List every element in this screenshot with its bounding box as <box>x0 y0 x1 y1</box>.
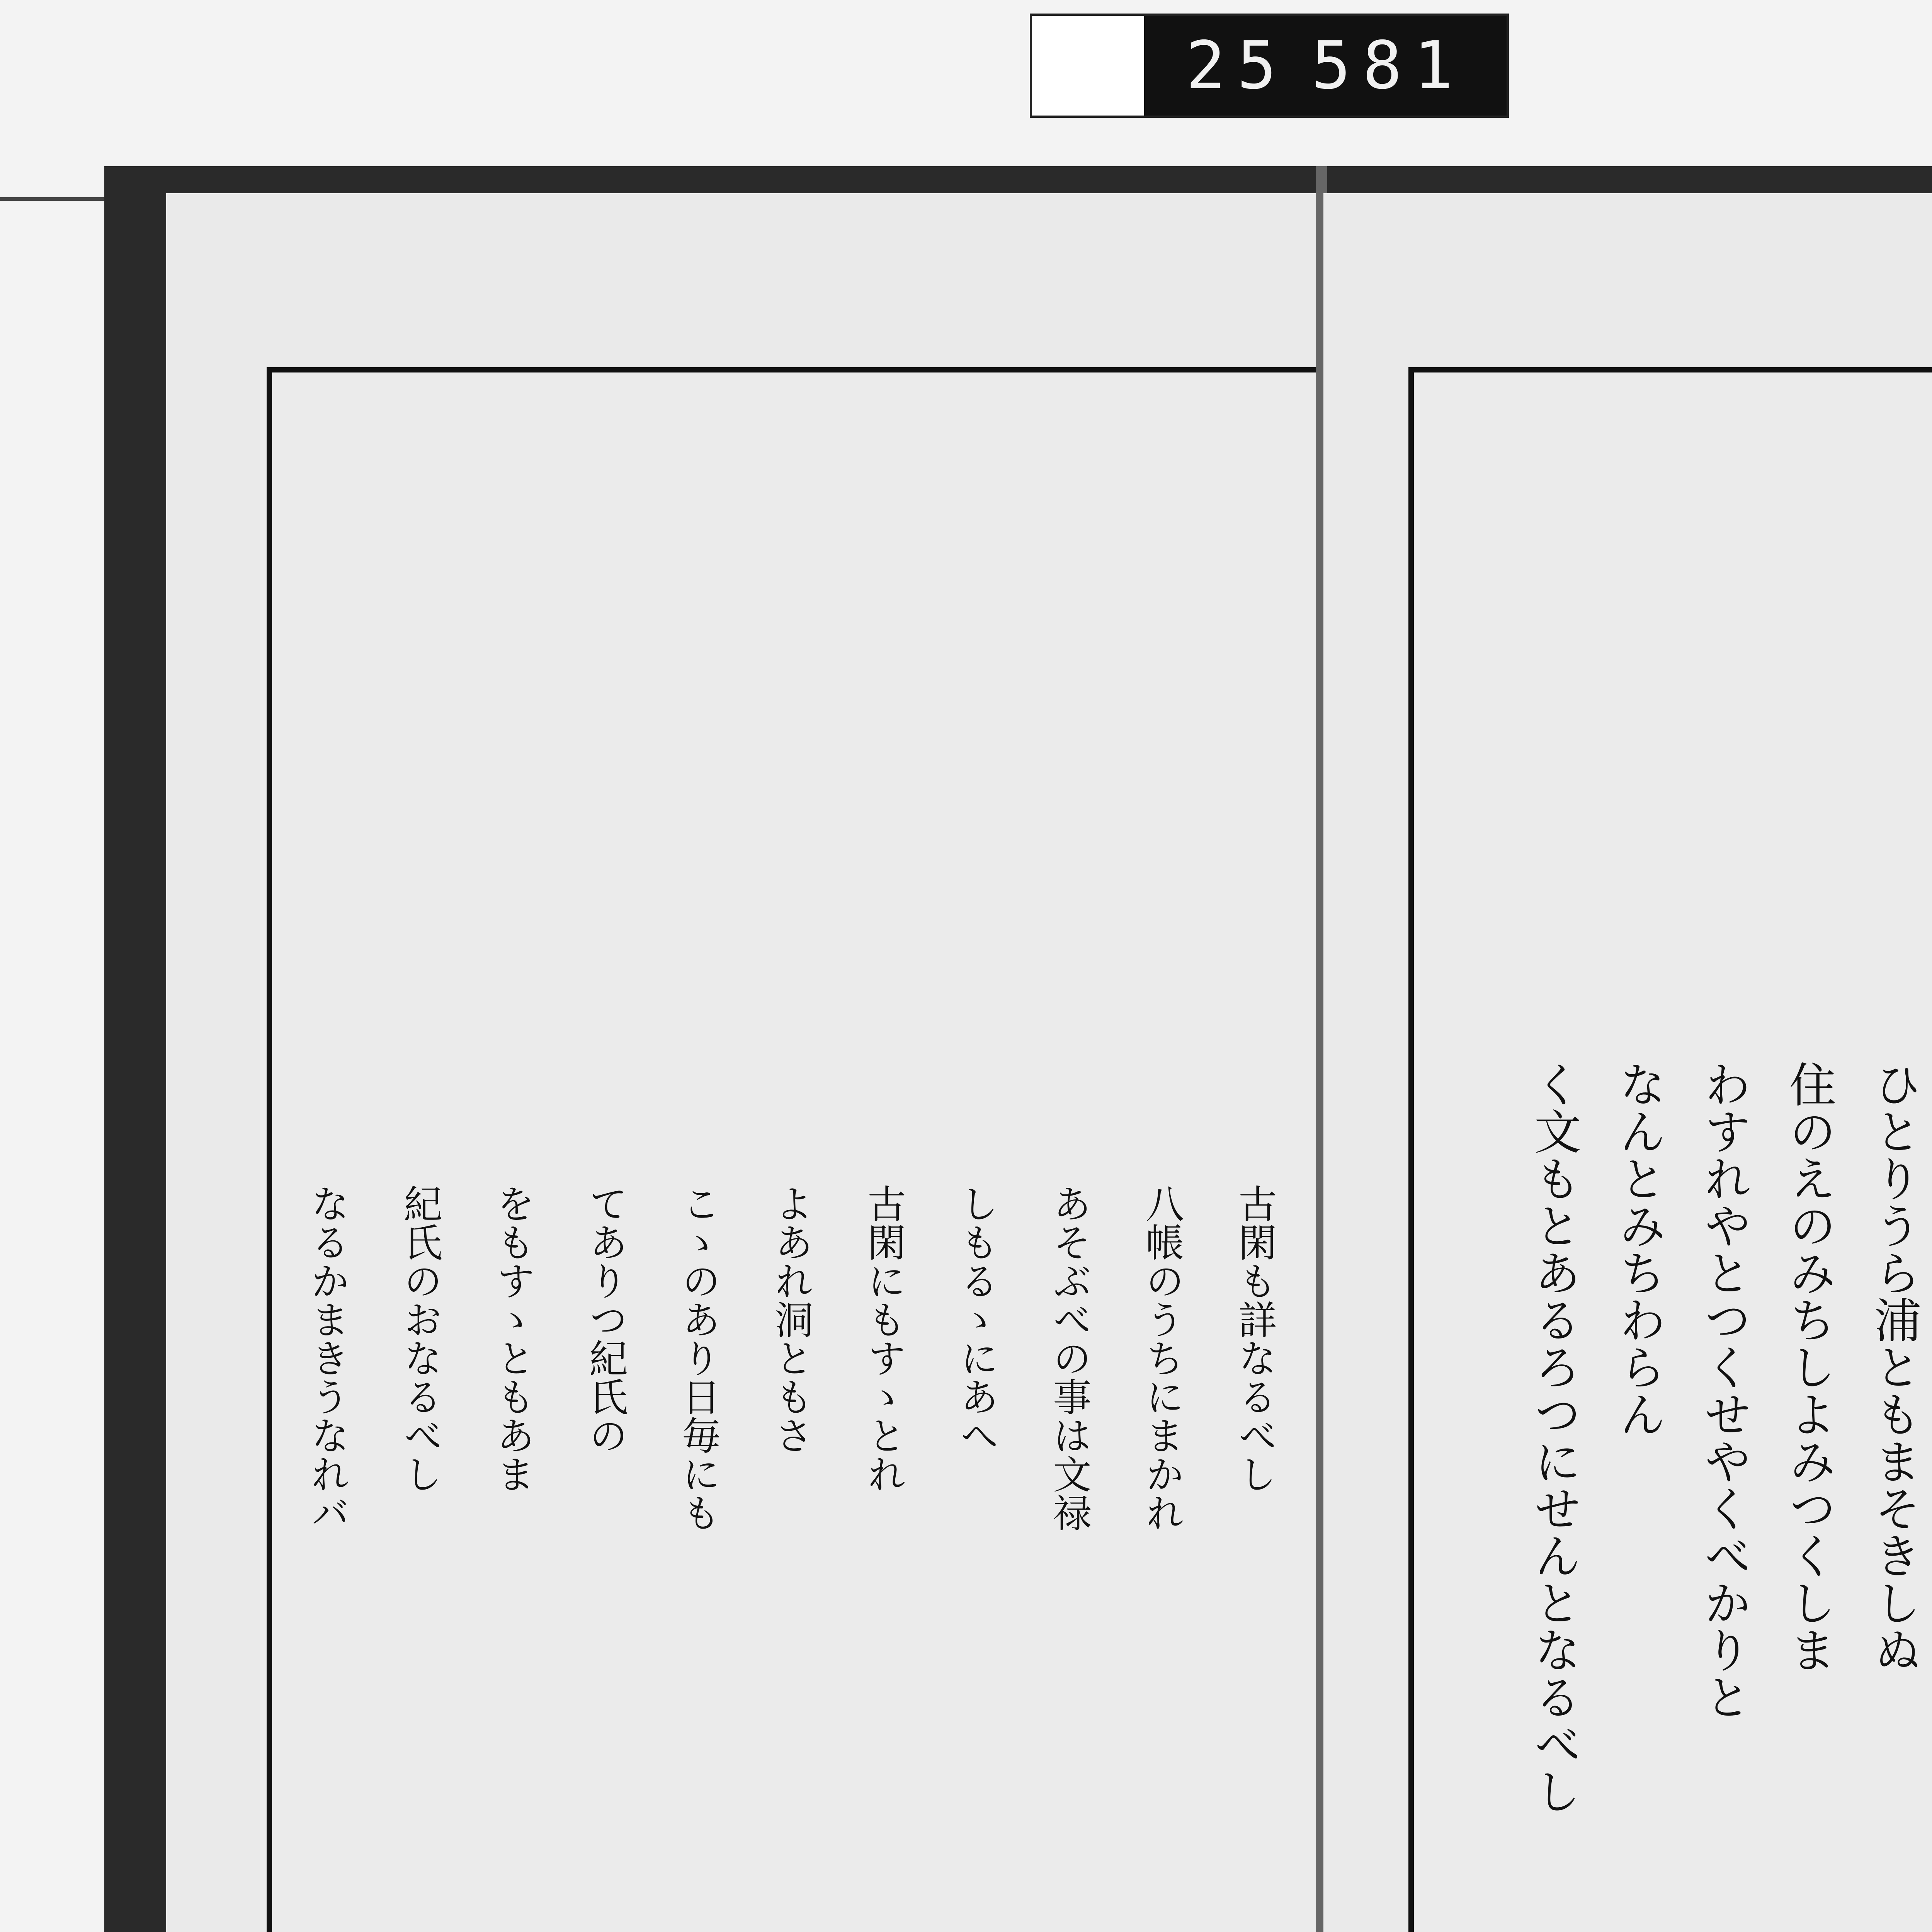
text-line: 古閑も詳なるべし <box>1232 1184 1277 1493</box>
text-line: 紀氏のおなるべし <box>397 1184 442 1493</box>
right-page-lower-text <box>1585 1192 1932 1910</box>
text-line: 古閑にもすゝとれ <box>861 1184 906 1493</box>
text-line: よあれ洞ともさ <box>768 1184 813 1454</box>
text-line: わすれやとつくせやくべかりと <box>1696 1060 1751 1720</box>
text-line: 八帳のうちにまかれ <box>1139 1184 1184 1532</box>
text-line: ひとりうら浦ともまそきしぬ <box>1866 1060 1921 1673</box>
text-line: く文もとあるろつにせんとなるべし <box>1526 1060 1581 1815</box>
text-line: こゝのあり日毎にも <box>675 1184 721 1532</box>
call-number-plate <box>1144 16 1507 116</box>
text-line: てありつ紀氏の <box>583 1184 628 1454</box>
open-book <box>104 166 1932 1932</box>
text-line: しもるゝにあへ <box>954 1184 999 1454</box>
text-line: なんとみちわらん <box>1611 1060 1666 1437</box>
text-line: なるかまきうなれバ <box>304 1184 350 1532</box>
text-line: をもすゝともあま <box>490 1184 535 1493</box>
right-page-frame <box>1408 367 1932 1932</box>
text-line: 住のえのみちしよみつくしま <box>1781 1060 1836 1673</box>
text-line: あそぶべの事は文禄 <box>1046 1184 1092 1532</box>
right-page <box>1323 193 1932 1932</box>
call-number-part2: 581 <box>1311 27 1465 104</box>
call-number-part1: 25 <box>1186 27 1288 104</box>
call-number-label <box>1030 14 1509 118</box>
